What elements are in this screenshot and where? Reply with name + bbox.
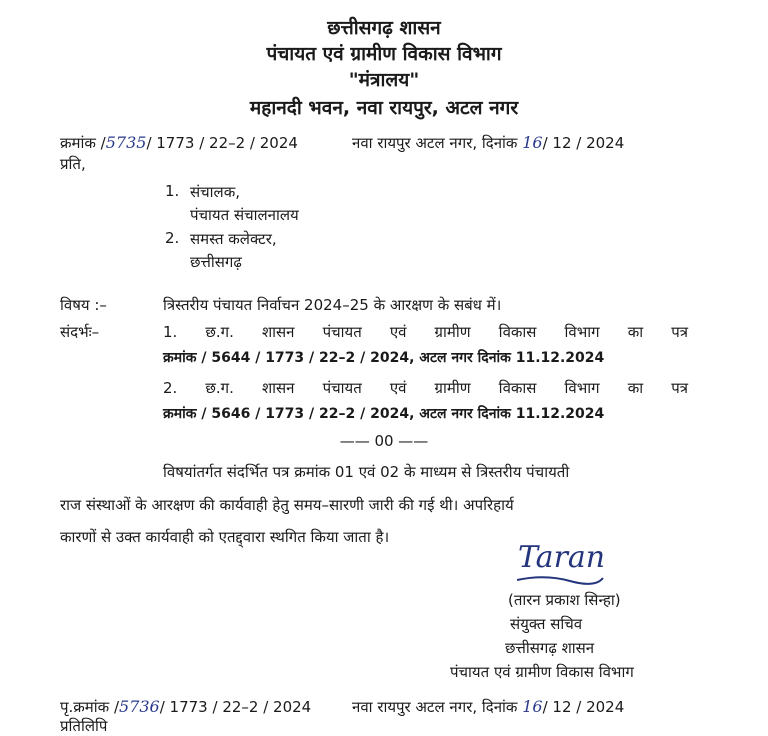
separator: —— 00 —— — [339, 432, 429, 450]
to-item-2-line2: छत्तीसगढ़ — [190, 253, 242, 271]
endorse-number-line — [60, 697, 311, 717]
endorse-day-handwritten: 16 — [522, 697, 543, 716]
endorse-partial-text: प्रतिलिपि — [60, 717, 108, 735]
header-department: पंचायत एवं ग्रामीण विकास विभाग — [266, 43, 502, 65]
to-item-2-num: 2. — [165, 229, 180, 247]
ref-prefix: क्रमांक / — [60, 134, 106, 152]
handwritten-signature: Taran — [518, 540, 606, 575]
reference-2-line1: 2. छ.ग. शासन पंचायत एवं ग्रामीण विकास विभाग का पत्र — [163, 379, 688, 397]
ref-suffix: / 1773 / 22–2 / 2024 — [146, 134, 298, 152]
header-mantralaya: "मंत्रालय" — [348, 69, 420, 91]
reference-label: संदर्भः– — [60, 323, 100, 341]
reference-1-line2: क्रमांक / 5644 / 1773 / 22–2 / 2024, अटल नगर दिनांक 11.12.2024 — [163, 350, 605, 366]
to-item-1-line1: संचालक, — [190, 183, 241, 201]
to-item-1-num: 1. — [165, 182, 180, 200]
header-govt: छत्तीसगढ़ शासन — [327, 17, 441, 39]
endorse-prefix: पृ.क्रमांक / — [60, 698, 120, 716]
endorse-number-handwritten: 5736 — [119, 697, 160, 716]
endorse-suffix: / 1773 / 22–2 / 2024 — [159, 698, 312, 716]
ref-place-date: नवा रायपुर अटल नगर, दिनांक — [352, 134, 518, 152]
signatory-org-2: पंचायत एवं ग्रामीण विकास विभाग — [450, 663, 634, 681]
ref-day-handwritten: 16 — [522, 133, 543, 152]
to-item-2-line1: समस्त कलेक्टर, — [190, 230, 277, 248]
body-line-1: विषयांतर्गत संदर्भित पत्र क्रमांक 01 एवं 02 के माध्यम से त्रिस्तरीय पंचायती — [163, 463, 570, 481]
body-line-2: राज संस्थाओं के आरक्षण की कार्यवाही हेतु समय–सारणी जारी की गई थी। अपरिहार्य — [60, 496, 514, 514]
signatory-designation: संयुक्त सचिव — [510, 615, 583, 633]
signatory-org-1: छत्तीसगढ़ शासन — [505, 639, 595, 657]
reference-1-line1: 1. छ.ग. शासन पंचायत एवं ग्रामीण विकास विभाग का पत्र — [163, 323, 688, 341]
to-item-1-line2: पंचायत संचालनालय — [190, 206, 299, 224]
ref-number-handwritten: 5735 — [105, 133, 147, 152]
reference-2-line2: क्रमांक / 5646 / 1773 / 22–2 / 2024, अटल नगर दिनांक 11.12.2024 — [163, 406, 605, 422]
ref-date-line — [352, 133, 624, 153]
header-address: महानदी भवन, नवा रायपुर, अटल नगर — [249, 97, 519, 119]
endorse-place-date: नवा रायपुर अटल नगर, दिनांक — [352, 698, 518, 716]
endorse-date-line — [352, 697, 624, 717]
ref-number-line — [60, 133, 298, 153]
signature-underline — [515, 572, 605, 586]
to-label: प्रति, — [60, 155, 86, 173]
body-line-3: कारणों से उक्त कार्यवाही को एतद्द्वारा स्थगित किया जाता है। — [60, 528, 390, 546]
ref-month-year: / 12 / 2024 — [542, 134, 625, 152]
endorse-month-year: / 12 / 2024 — [542, 698, 625, 716]
signatory-name: (तारन प्रकाश सिन्हा) — [508, 591, 621, 609]
subject-label: विषय :– — [60, 296, 107, 314]
subject-text: त्रिस्तरीय पंचायत निर्वाचन 2024–25 के आरक्षण के सबंध में। — [163, 296, 502, 314]
